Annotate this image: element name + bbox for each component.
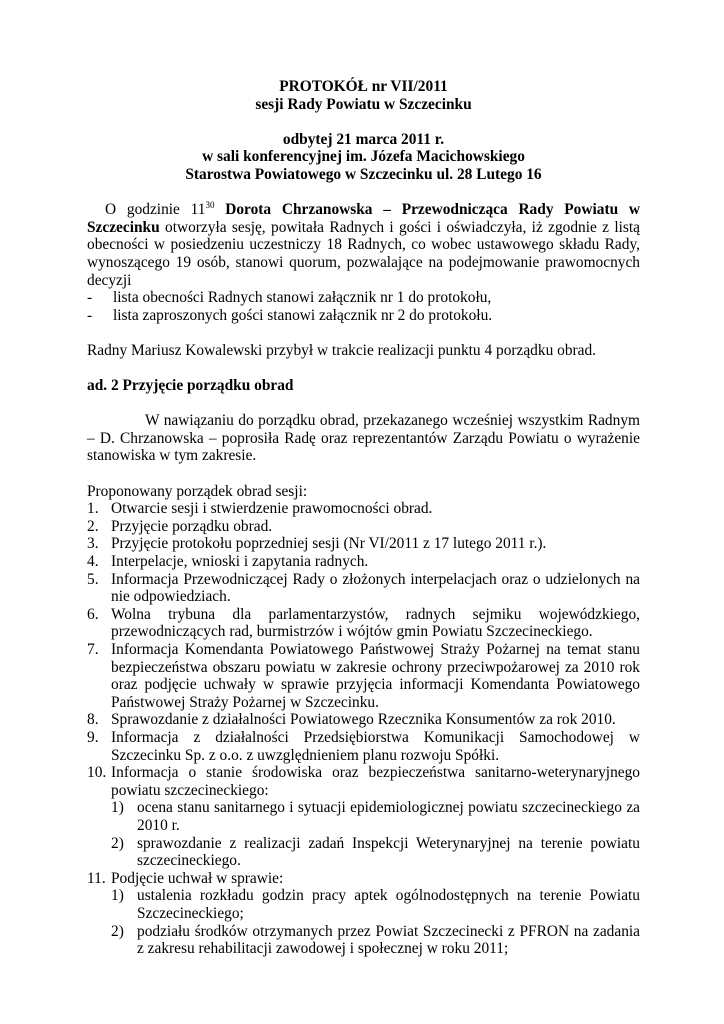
agenda-item — [87, 553, 640, 571]
agenda-item-number: 9. — [87, 728, 99, 746]
agenda-list — [87, 500, 640, 957]
agenda-item — [87, 571, 640, 606]
agenda-item-text: Otwarcie sesji i stwierdzenie prawomocności obrad. — [111, 500, 433, 518]
opening-paragraph — [87, 201, 640, 289]
dash-marker: - — [87, 289, 93, 307]
agenda-item — [87, 535, 640, 553]
agenda-item-text: Przyjęcie porządku obrad. — [111, 517, 273, 535]
agenda-item-text: Podjęcie uchwał w sprawie: — [111, 869, 284, 887]
dash-marker: - — [87, 306, 93, 324]
agenda-item — [87, 711, 640, 729]
agenda-item-text: Informacja z działalności Przedsiębiorstwa Komunikacji Samochodowej w Szczecinku Sp. z o.o. z uwzględnieniem planu rozwoju Spółki. — [111, 728, 640, 764]
agenda-item-text: Interpelacje, wnioski i zapytania radnych. — [111, 553, 369, 571]
agenda-item — [87, 518, 640, 536]
session-room: w sali konferencyjnej im. Józefa Macichowskiego — [202, 148, 525, 166]
agenda-item-number: 11. — [87, 869, 106, 887]
agenda-item-number: 3. — [87, 535, 99, 553]
agenda-item-number: 4. — [87, 553, 99, 571]
subitem-text: ocena stanu sanitarnego i sytuacji epidemiologicznej powiatu szczecineckiego za 2010 r. — [137, 799, 640, 834]
agenda-item — [87, 641, 640, 711]
subitem-number: 2) — [111, 922, 124, 940]
protocol-content — [87, 78, 640, 958]
section-heading: ad. 2 Przyjęcie porządku obrad — [87, 377, 294, 395]
attachment-item — [87, 307, 640, 325]
agenda-item-text: Wolna trybuna dla parlamentarzystów, radnych sejmiku wojewódzkiego, przewodniczących rad, burmistrzów i wójtów gmin Powiatu Szczecineckiego. — [111, 605, 640, 641]
agenda-item — [87, 606, 640, 641]
opening-body: otworzyła sesję, powitała Radnych i gości i oświadczyła, iż zgodnie z listą obecności w posiedzeniu uczestniczy 18 Radnych, co wobec ustawowego składu Rady, wynoszącego 19 osób, stanowi quorum, pozwalające na podejmowanie prawomocnych decyzji — [87, 218, 640, 289]
agenda-item-text: Sprawozdanie z działalności Powiatowego Rzecznika Konsumentów za rok 2010. — [111, 711, 616, 729]
session-address: Starostwa Powiatowego w Szczecinku ul. 28 Lutego 16 — [185, 165, 542, 183]
attachment-text: lista obecności Radnych stanowi załącznik nr 1 do protokołu, — [113, 289, 492, 307]
agenda-item-number: 10. — [87, 764, 107, 782]
opening-prefix: O godzinie 11 — [105, 201, 206, 219]
agenda-item-text: Przyjęcie protokołu poprzedniej sesji (Nr VI/2011 z 17 lutego 2011 r.). — [111, 535, 547, 553]
agenda-subitem — [111, 799, 640, 834]
section-paragraph: W nawiązaniu do porządku obrad, przekazanego wcześniej wszystkim Radnym – D. Chrzanowska – poprosiła Radę oraz reprezentantów Zarządu Powiatu o wyrażenie stanowiska w tym zakresie. — [87, 412, 640, 465]
agenda-item — [87, 500, 640, 518]
subitem-text: podziału środków otrzymanych przez Powiat Szczecinecki z PFRON na zadania z zakresu rehabilitacji zawodowej i społecznej w roku 2011; — [137, 922, 640, 958]
agenda-item-text: Informacja Komendanta Powiatowego Państwowej Straży Pożarnej na temat stanu bezpieczeństwa obszaru powiatu w zakresie ochrony przeciwpożarowej za 2010 rok oraz podjęcie uchwały w sprawie przyjęcia informacji Komendanta Powiatowego Państwowej Straży Pożarnej w Szczecinku. — [111, 641, 640, 711]
agenda-item-text: Informacja o stanie środowiska oraz bezpieczeństwa sanitarno-weterynaryjnego powiatu szczecineckiego: — [111, 764, 640, 799]
subitem-text: ustalenia rozkładu godzin pracy aptek ogólnodostępnych na terenie Powiatu Szczecineckiego; — [137, 887, 640, 922]
late-arrival-note: Radny Mariusz Kowalewski przybył w trakcie realizacji punktu 4 porządku obrad. — [87, 341, 597, 359]
attachment-text: lista zaproszonych gości stanowi załącznik nr 2 do protokołu. — [113, 306, 493, 324]
agenda-item — [87, 870, 640, 888]
subitem-number: 1) — [111, 887, 124, 905]
agenda-item-text: Informacja Przewodniczącej Rady o złożonych interpelacjach oraz o udzielonych na nie odpowiedziach. — [111, 570, 640, 606]
agenda-item-number: 8. — [87, 711, 99, 729]
agenda-item — [87, 729, 640, 764]
agenda-intro: Proponowany porządek obrad sesji: — [87, 482, 308, 500]
subitem-text: sprawozdanie z realizacji zadań Inspekcji Weterynaryjnej na terenie powiatu szczecineckiego. — [137, 834, 640, 870]
agenda-subitem — [111, 887, 640, 922]
session-date: odbytej 21 marca 2011 r. — [282, 130, 445, 148]
agenda-subitem — [111, 835, 640, 870]
agenda-item-number: 1. — [87, 500, 99, 518]
agenda-subitem — [111, 923, 640, 958]
attachment-item — [87, 289, 640, 307]
agenda-item-number: 6. — [87, 605, 99, 623]
protocol-subtitle: sesji Rady Powiatu w Szczecinku — [255, 95, 472, 113]
protocol-title: PROTOKÓŁ nr VII/2011 — [279, 78, 448, 95]
agenda-item-number: 5. — [87, 570, 99, 588]
chairperson-name: Dorota Chrzanowska – Przewodnicząca Rady Powiatu w Szczecinku — [87, 201, 641, 236]
opening-time-minutes: 30 — [205, 200, 215, 211]
subitem-number: 1) — [111, 799, 124, 817]
agenda-item — [87, 764, 640, 799]
agenda-item-number: 7. — [87, 641, 99, 658]
subitem-number: 2) — [111, 834, 124, 852]
agenda-item-number: 2. — [87, 517, 99, 535]
